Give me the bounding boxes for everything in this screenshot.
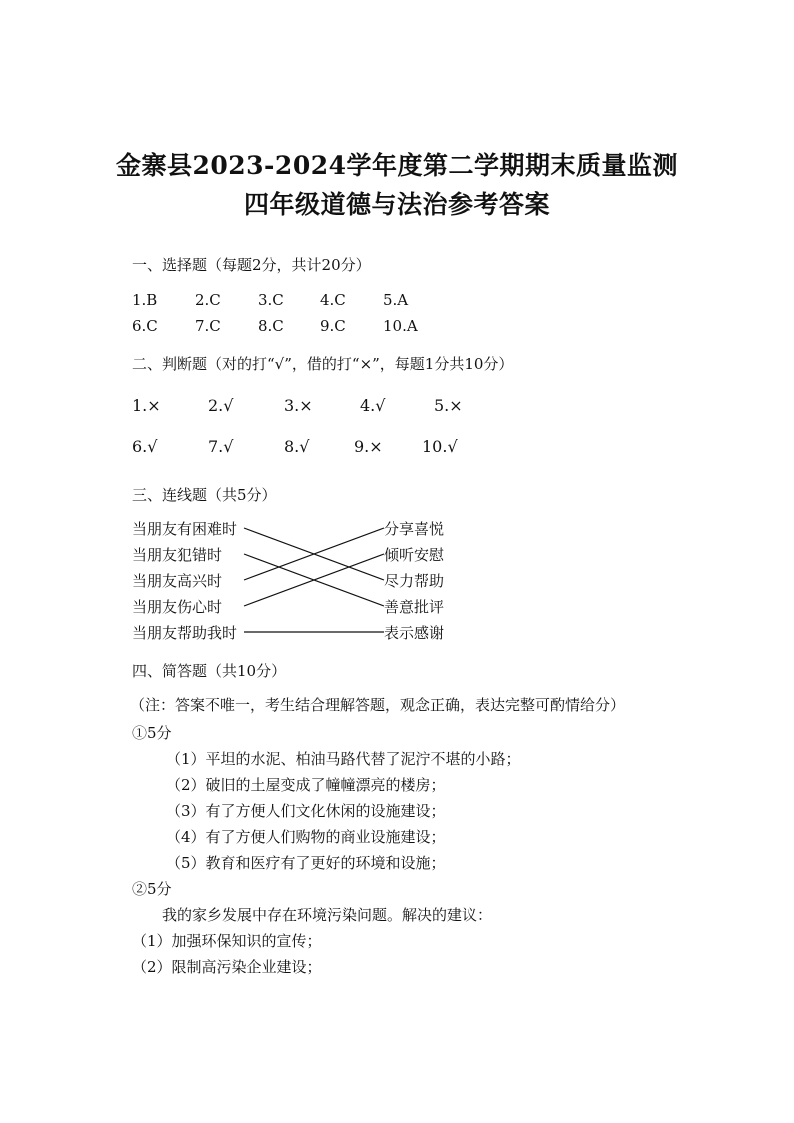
choice-answer: 5.A [383, 291, 409, 309]
match-right-item: 分享喜悦 [384, 520, 445, 538]
choice-answer: 9.C [320, 317, 346, 335]
match-right-item: 表示感谢 [384, 624, 445, 642]
judge-answer: 6.√ [132, 437, 158, 456]
judge-answer: 10.√ [422, 437, 458, 456]
match-left-item: 当朋友伤心时 [132, 598, 223, 616]
judge-answer: 3.× [284, 396, 313, 415]
question2-item: （2）限制高污染企业建设； [132, 958, 322, 976]
match-right-item: 尽力帮助 [384, 572, 445, 590]
judge-answer: 4.√ [360, 396, 386, 415]
choice-answer: 4.C [320, 291, 346, 309]
section2-heading: 二、判断题（对的打“√”，借的打“×”，每题1分共10分） [132, 355, 514, 373]
choice-answer: 3.C [258, 291, 284, 309]
judge-answer: 7.√ [208, 437, 234, 456]
question2-intro: 我的家乡发展中存在环境污染问题。解决的建议： [162, 906, 493, 924]
question1-item: （3）有了方便人们文化休闲的设施建设； [166, 802, 446, 820]
choice-answer: 8.C [258, 317, 284, 335]
choice-answer: 2.C [195, 291, 221, 309]
question1-item: （2）破旧的土屋变成了幢幢漂亮的楼房； [166, 776, 446, 794]
judge-answer: 9.× [354, 437, 383, 456]
question1-item: （1）平坦的水泥、柏油马路代替了泥泞不堪的小路； [166, 750, 521, 768]
choice-answer: 6.C [132, 317, 158, 335]
judge-answer: 2.√ [208, 396, 234, 415]
choice-answer: 7.C [195, 317, 221, 335]
section4-heading: 四、简答题（共10分） [132, 662, 287, 680]
judge-answer: 8.√ [284, 437, 310, 456]
question1-item: （4）有了方便人们购物的商业设施建设； [166, 828, 446, 846]
question1-item: （5）教育和医疗有了更好的环境和设施； [166, 854, 446, 872]
judge-answer: 1.× [132, 396, 161, 415]
question1-label: ①5分 [132, 724, 172, 742]
question2-label: ②5分 [132, 880, 172, 898]
match-right-item: 倾听安慰 [384, 546, 445, 564]
judge-answer: 5.× [434, 396, 463, 415]
title-line-2: 四年级道德与法治参考答案 [243, 190, 550, 219]
question2-item: （1）加强环保知识的宣传； [132, 932, 322, 950]
section1-heading: 一、选择题（每题2分，共计20分） [132, 256, 371, 274]
section3-heading: 三、连线题（共5分） [132, 486, 277, 504]
match-left-item: 当朋友犯错时 [132, 546, 223, 564]
choice-answer: 1.B [132, 291, 158, 309]
match-left-item: 当朋友有困难时 [132, 520, 238, 538]
title-line-1: 金寨县2023-2024学年度第二学期期末质量监测 [115, 151, 679, 180]
match-left-item: 当朋友帮助我时 [132, 624, 238, 642]
choice-answer: 10.A [383, 317, 418, 335]
match-left-item: 当朋友高兴时 [132, 572, 223, 590]
match-right-item: 善意批评 [384, 598, 445, 616]
grading-note: （注：答案不唯一，考生结合理解答题，观念正确，表达完整可酌情给分） [130, 696, 626, 714]
